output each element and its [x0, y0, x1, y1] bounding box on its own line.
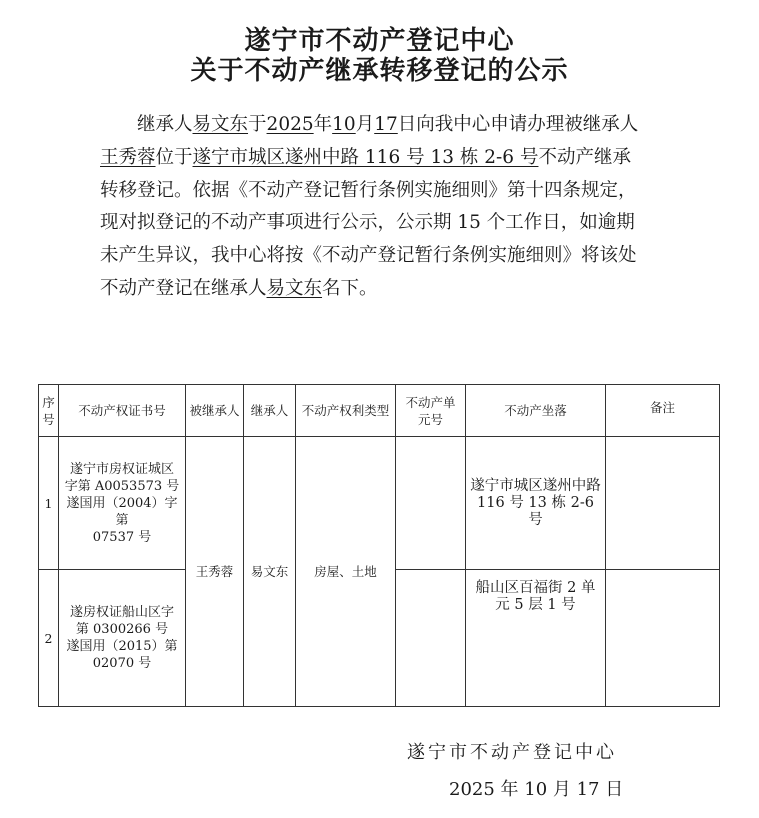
header-unit-no: 不动产单元号 — [396, 385, 466, 437]
cert-line: 遂国用（2015）第 — [66, 639, 178, 654]
cert-line: 遂房权证船山区字 — [69, 605, 174, 620]
table-header-row — [39, 385, 720, 437]
body-text-6: 位于 — [155, 146, 193, 168]
row-cert — [59, 437, 186, 570]
cert-line: 第 0300266 号 — [75, 622, 169, 637]
header-remark: 备注 — [606, 385, 720, 437]
header-location: 不动产坐落 — [466, 385, 606, 437]
body-text-5: 日向我中心申请办理被继承人 — [397, 114, 639, 135]
apply-month: 10 — [332, 114, 356, 135]
header-seq: 序号 — [39, 385, 59, 437]
signature-org: 遂宁市不动产登记中心 — [407, 742, 617, 763]
row-cert — [59, 570, 186, 707]
shared-right-type: 房屋、土地 — [296, 437, 396, 707]
row-remark — [606, 437, 720, 570]
header-decedent: 被继承人 — [186, 385, 244, 437]
body-text-8: 名下。 — [322, 277, 378, 299]
row-unit-no — [396, 437, 466, 570]
body-text-3: 年 — [313, 114, 333, 135]
decedent-name: 王秀蓉 — [100, 146, 156, 168]
body-text-7: 不动产继承转移登记。依据《不动产登记暂行条例实施细则》第十四条规定，现对拟登记的不动产事项进行公示，公示期 15 个工作日，如逾期未产生异议，我中心将按《不动产登记暂行条例实施细则》将该处不动产登记在继承人 — [100, 146, 637, 299]
table-row — [39, 437, 720, 570]
row-location: 船山区百福街 2 单元 5 层 1 号 — [466, 570, 606, 707]
heir-name-2: 易文东 — [266, 277, 323, 299]
cert-line: 字第 A0053573 号 — [64, 478, 180, 494]
registration-table — [38, 384, 720, 707]
body-text-4: 月 — [355, 114, 375, 135]
cert-line: 02070 号 — [92, 656, 152, 671]
apply-day: 17 — [374, 114, 398, 135]
row-location: 遂宁市城区遂州中路 116 号 13 栋 2-6 号 — [466, 437, 606, 570]
signature-date: 2025 年 10 月 17 日 — [449, 779, 624, 800]
row-seq: 1 — [39, 437, 59, 570]
row-remark — [606, 570, 720, 707]
property-location: 遂宁市城区遂州中路 116 号 13 栋 2-6 号 — [192, 146, 539, 168]
row-seq: 2 — [39, 570, 59, 707]
apply-year: 2025 — [266, 114, 314, 135]
body-text-2: 于 — [248, 114, 267, 135]
title-line-1: 遂宁市不动产登记中心 — [244, 26, 515, 56]
header-heir: 继承人 — [244, 385, 296, 437]
row-unit-no — [396, 570, 466, 707]
shared-heir: 易文东 — [244, 437, 296, 707]
cert-line: 遂宁市房权证城区 — [69, 461, 174, 477]
notice-body — [100, 109, 640, 306]
shared-decedent: 王秀蓉 — [186, 437, 244, 707]
cert-line: 遂国用（2004）字第 — [66, 495, 178, 528]
title-line-2: 关于不动产继承转移登记的公示 — [190, 56, 569, 86]
header-cert: 不动产权证书号 — [59, 385, 186, 437]
header-right-type: 不动产权利类型 — [296, 385, 396, 437]
cert-line: 07537 号 — [92, 529, 152, 545]
body-text-1: 继承人 — [137, 114, 193, 135]
heir-name: 易文东 — [192, 114, 249, 135]
